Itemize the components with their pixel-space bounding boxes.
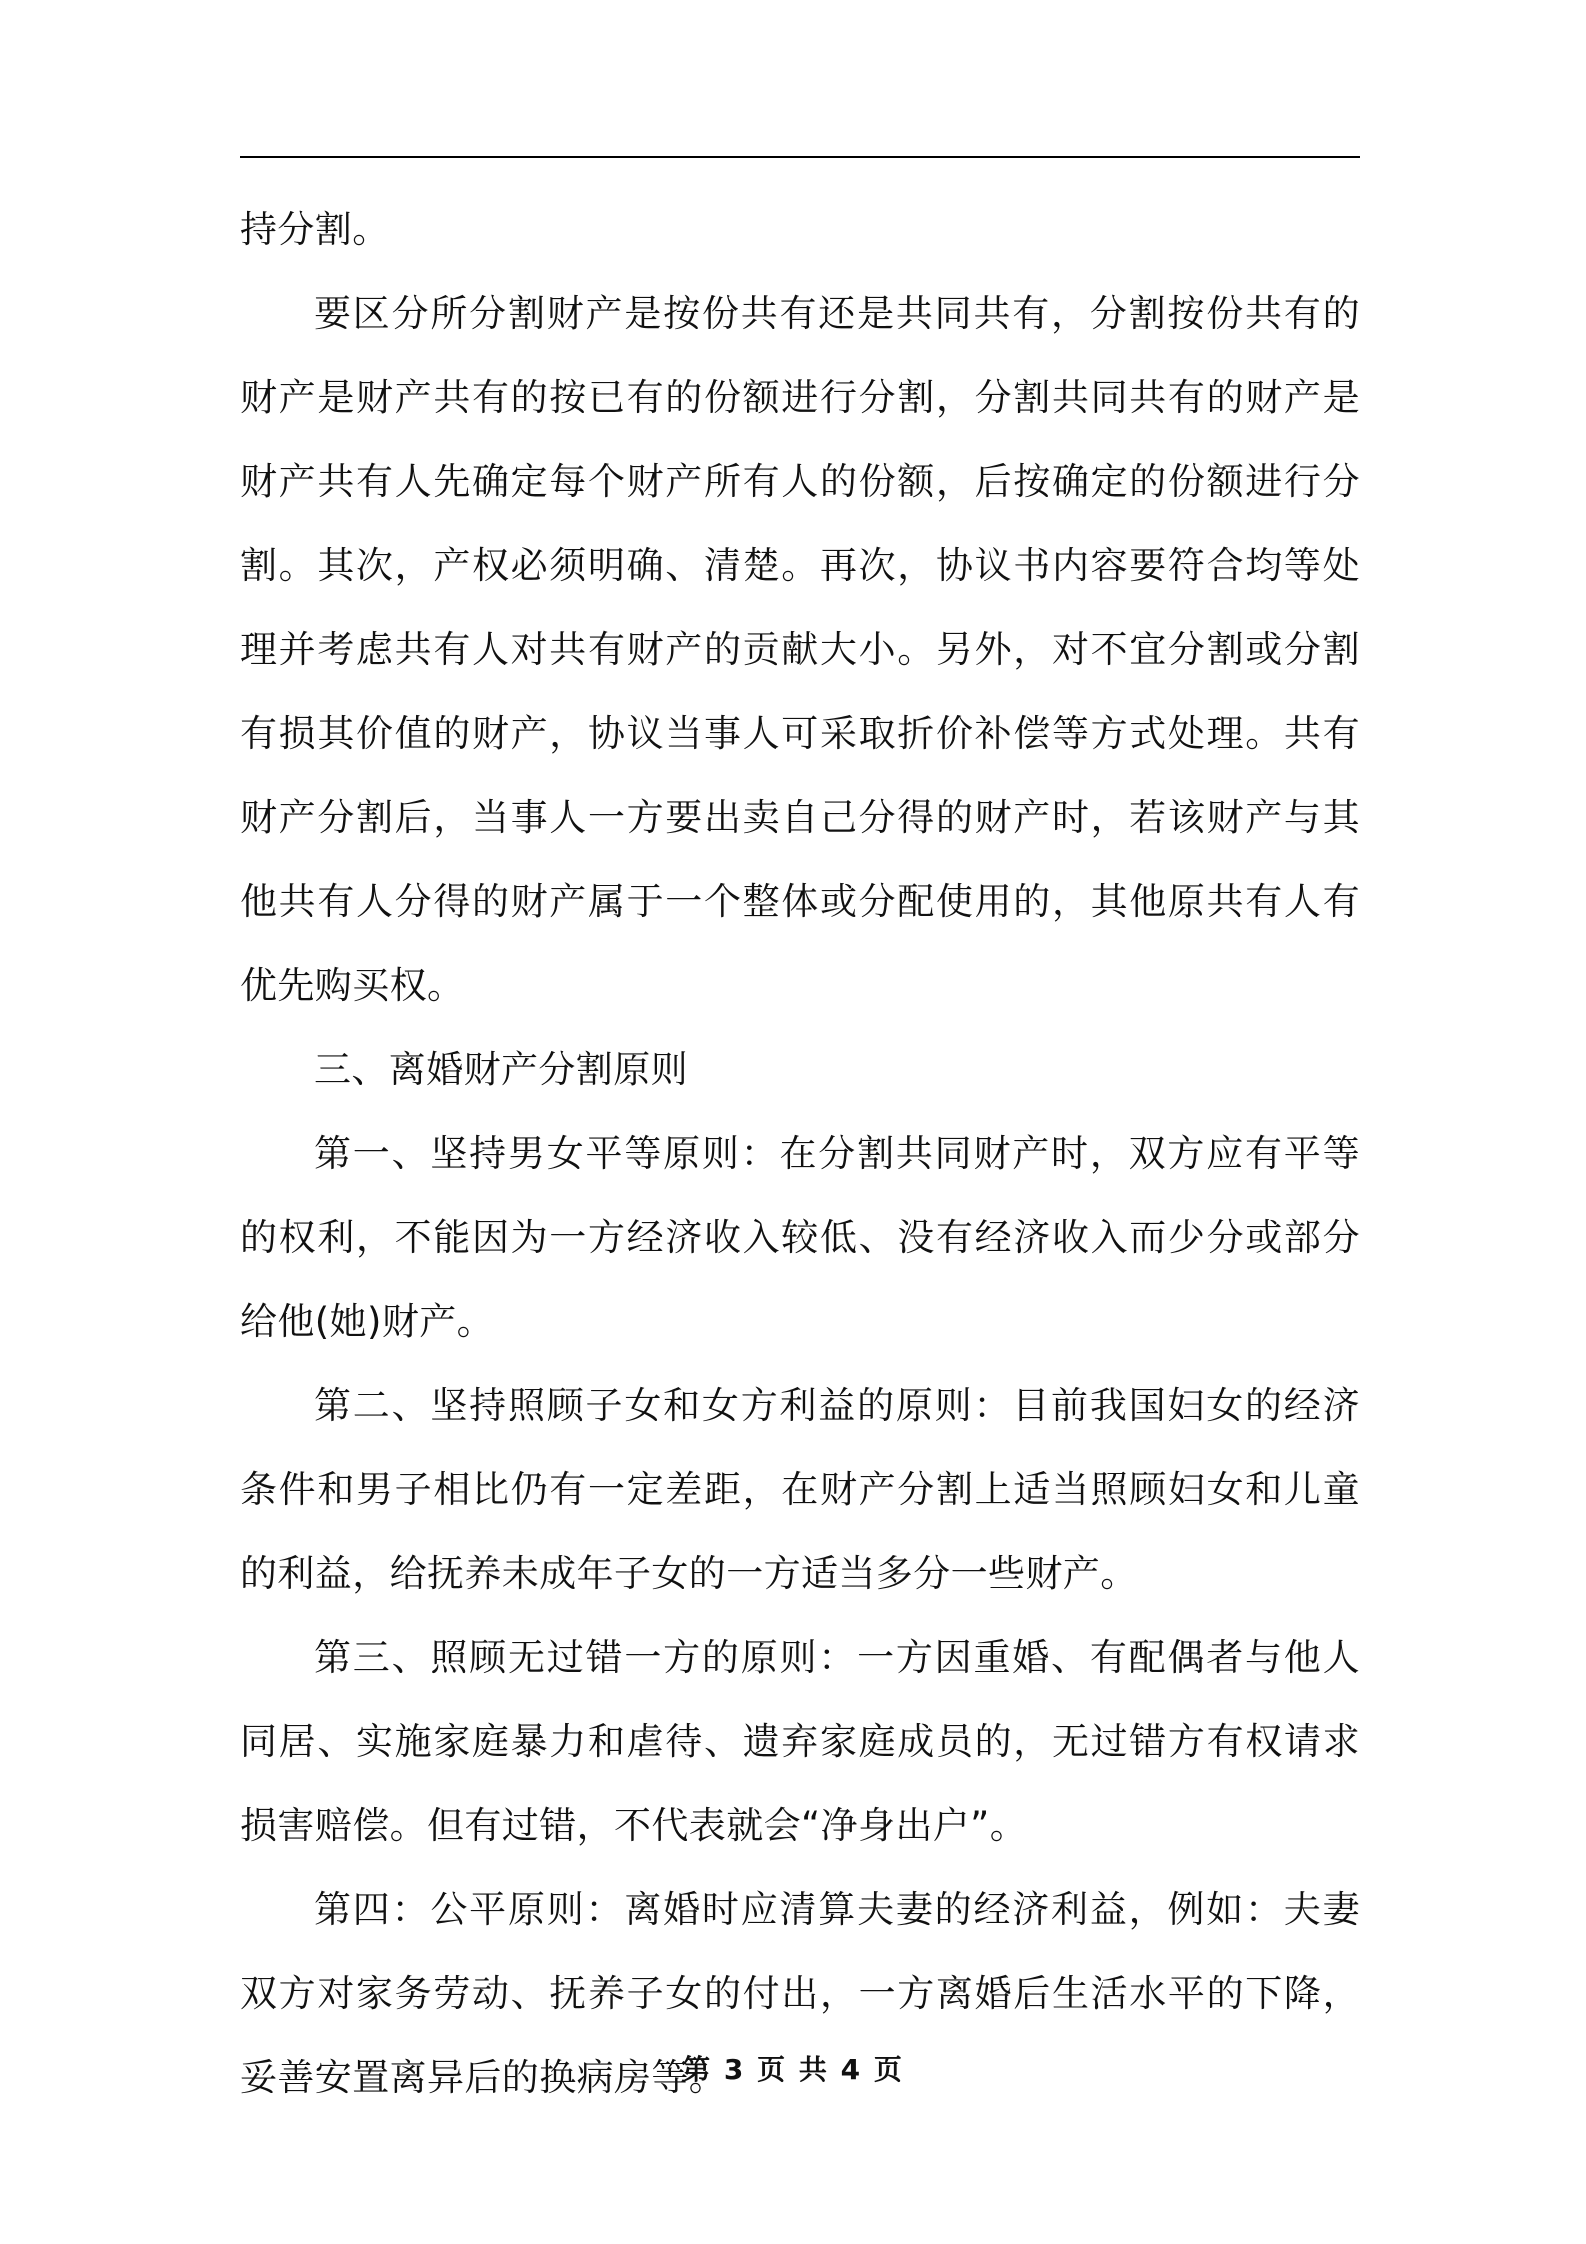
paragraph-principle-3: 第三、照顾无过错一方的原则：一方因重婚、有配偶者与他人同居、实施家庭暴力和虐待、遗弃家庭成员的，无过错方有权请求损害赔偿。但有过错，不代表就会“净身出户”。 [240,1636,1360,1847]
body-text [240,188,1360,2120]
paragraph-principle-4: 第四：公平原则：离婚时应清算夫妻的经济利益，例如：夫妻双方对家务劳动、抚养子女的付出，一方离婚后生活水平的下降，妥善安置离异后的换病房等。 [240,1888,1360,2099]
paragraph-division-rules: 要区分所分割财产是按份共有还是共同共有，分割按份共有的财产是财产共有的按已有的份额进行分割，分割共同共有的财产是财产共有人先确定每个财产所有人的份额，后按确定的份额进行分割。其次，产权必须明确、清楚。再次，协议书内容要符合均等处理并考虑共有人对共有财产的贡献大小。另外，对不宜分割或分割有损其价值的财产，协议当事人可采取折价补偿等方式处理。共有财产分割后，当事人一方要出卖自己分得的财产时，若该财产与其他共有人分得的财产属于一个整体或分配使用的，其他原共有人有优先购买权。 [240,292,1360,1007]
section-heading: 三、离婚财产分割原则 [314,1048,688,1091]
paragraph-principle-1: 第一、坚持男女平等原则：在分割共同财产时，双方应有平等的权利，不能因为一方经济收入较低、没有经济收入而少分或部分给他(她)财产。 [240,1132,1360,1343]
paragraph-principle-2: 第二、坚持照顾子女和女方利益的原则：目前我国妇女的经济条件和男子相比仍有一定差距，在财产分割上适当照顾妇女和儿童的利益，给抚养未成年子女的一方适当多分一些财产。 [240,1384,1360,1595]
page-number: 第 3 页 共 4 页 [682,2053,904,2086]
header-rule [240,156,1360,158]
paragraph-continuation: 持分割。 [240,208,390,251]
